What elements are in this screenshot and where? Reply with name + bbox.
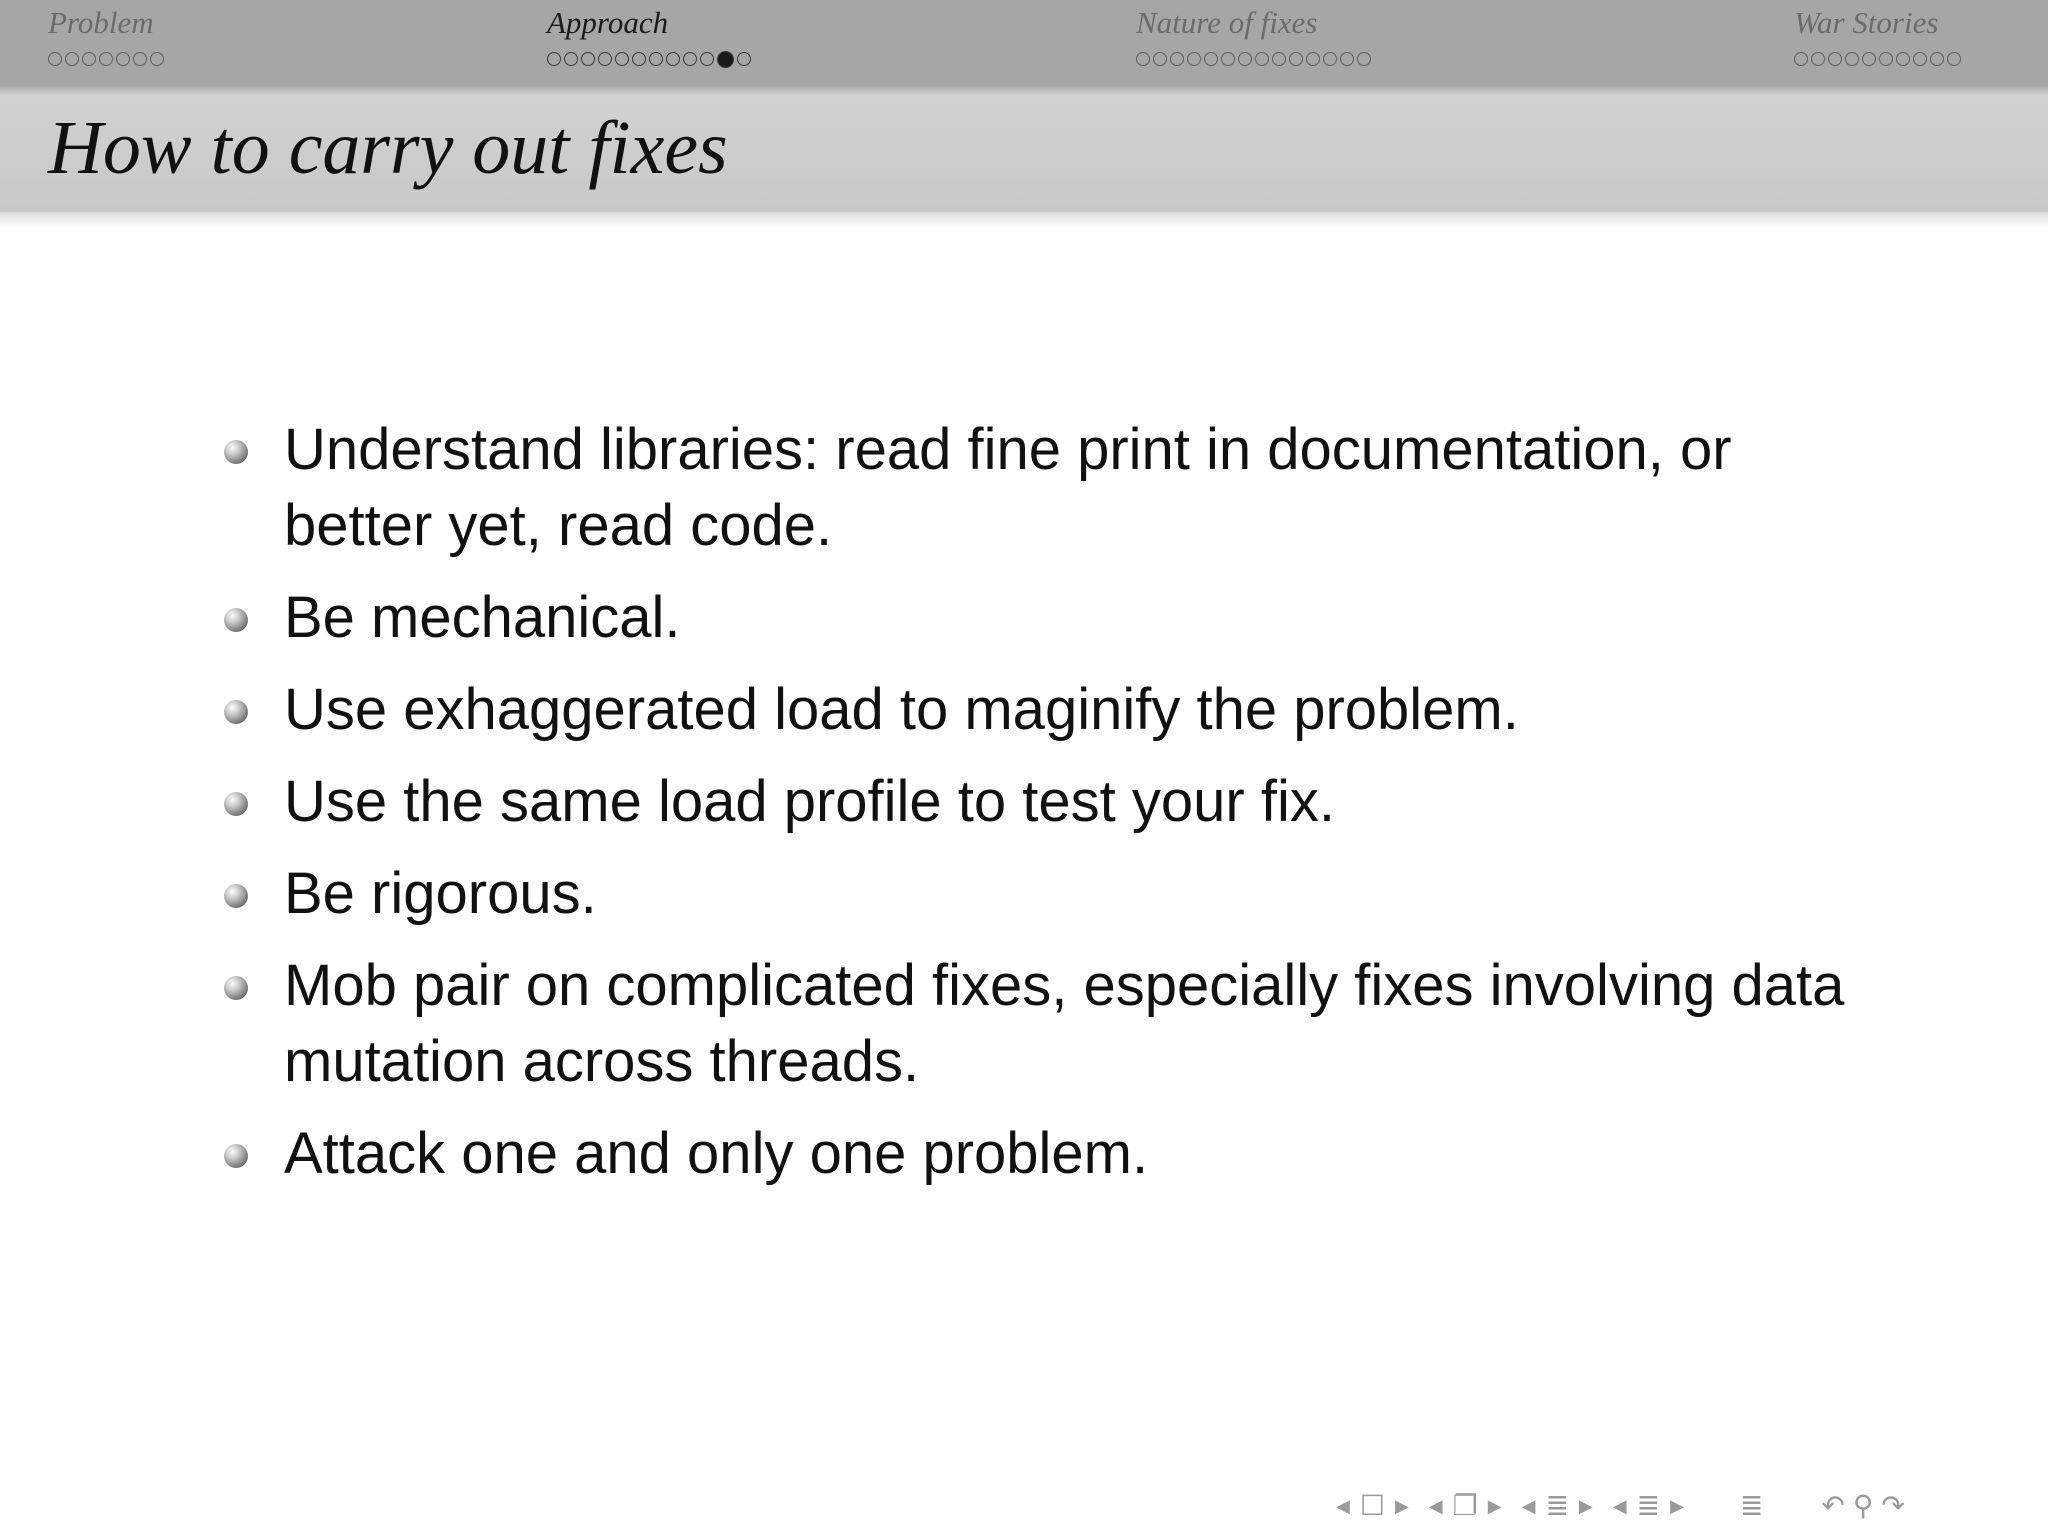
arrow-left-icon[interactable]: ◀	[1612, 1496, 1627, 1516]
slide-dot[interactable]	[581, 52, 595, 66]
slide-dot[interactable]	[1170, 52, 1184, 66]
bullet-text: Be mechanical.	[284, 585, 681, 650]
slide-dot[interactable]	[1357, 52, 1371, 66]
slide-dot[interactable]	[649, 52, 663, 66]
back-icon[interactable]: ↶	[1821, 1490, 1845, 1521]
slide-dot[interactable]	[700, 52, 714, 66]
slide-dot[interactable]	[1862, 52, 1876, 66]
arrow-right-icon[interactable]: ▶	[1578, 1496, 1593, 1516]
subsection-icon[interactable]: ❐	[1452, 1490, 1478, 1521]
slide-dot[interactable]	[1896, 52, 1910, 66]
slide-dot[interactable]	[1187, 52, 1201, 66]
slide-dot[interactable]	[1289, 52, 1303, 66]
list-item	[222, 856, 1862, 932]
slide-dot[interactable]	[1913, 52, 1927, 66]
slide-dot[interactable]	[564, 52, 578, 66]
arrow-right-icon[interactable]: ▶	[1670, 1496, 1684, 1516]
slide-dots	[547, 52, 751, 69]
slide-dot[interactable]	[1221, 52, 1235, 66]
slide-dots	[1136, 52, 1371, 69]
navigation-symbols	[1330, 1488, 1909, 1524]
list-item	[222, 948, 1862, 1100]
nav-section-label[interactable]: Problem	[48, 5, 154, 40]
list-item	[222, 764, 1862, 840]
arrow-left-icon[interactable]: ◀	[1521, 1496, 1536, 1516]
slide-dot[interactable]	[1828, 52, 1842, 66]
slide-dot[interactable]	[632, 52, 646, 66]
nav-section-nature-of-fixes[interactable]	[1136, 4, 1371, 69]
slide-dots	[48, 52, 164, 69]
slide-dot[interactable]	[1794, 52, 1808, 66]
slide-dots	[1794, 52, 1961, 69]
frame-title-bar	[0, 86, 2048, 212]
nav-section-approach[interactable]	[547, 4, 751, 69]
nav-section-war-stories[interactable]	[1794, 4, 1961, 69]
slide-dot[interactable]	[1340, 52, 1354, 66]
slide-dot[interactable]	[1153, 52, 1167, 66]
slide-dot[interactable]	[82, 52, 96, 66]
slide-dot[interactable]	[99, 52, 113, 66]
slide-dot[interactable]	[1204, 52, 1218, 66]
slide-dot[interactable]	[717, 51, 734, 68]
slide-dot[interactable]	[1930, 52, 1944, 66]
slide-title: How to carry out fixes	[48, 106, 728, 190]
nav-section-label[interactable]: Nature of fixes	[1136, 5, 1318, 40]
nav-section-label[interactable]: War Stories	[1794, 5, 1939, 40]
align-icon[interactable]: ≣	[1739, 1490, 1764, 1521]
section-navigation-bar	[0, 0, 2048, 86]
slide-dot[interactable]	[1136, 52, 1150, 66]
slide-dot[interactable]	[598, 52, 612, 66]
slide-dot[interactable]	[547, 52, 561, 66]
search-icon[interactable]: ⚲	[1852, 1490, 1874, 1521]
slide-dot[interactable]	[666, 52, 680, 66]
frame-icon[interactable]: ☐	[1359, 1490, 1385, 1521]
slide-dot[interactable]	[1238, 52, 1252, 66]
bullet-text: Use exhaggerated load to maginify the problem.	[284, 677, 1519, 742]
slide-dot[interactable]	[1845, 52, 1859, 66]
slide-dot[interactable]	[133, 52, 147, 66]
bullet-ball-icon	[224, 976, 248, 1000]
bullet-ball-icon	[224, 1144, 248, 1168]
bullet-ball-icon	[224, 440, 248, 464]
slide-dot[interactable]	[1811, 52, 1825, 66]
bullet-ball-icon	[224, 608, 248, 632]
bullet-ball-icon	[224, 792, 248, 816]
slide-dot[interactable]	[116, 52, 130, 66]
slide-dot[interactable]	[737, 52, 751, 66]
bullet-text: Mob pair on complicated fixes, especially fixes involving data mutation across threads.	[284, 953, 1845, 1094]
bullet-list	[222, 412, 1862, 1208]
slide-dot[interactable]	[1947, 52, 1961, 66]
nav-section-problem[interactable]	[48, 4, 164, 69]
slide-dot[interactable]	[1272, 52, 1286, 66]
list-item	[222, 580, 1862, 656]
slide-dot[interactable]	[615, 52, 629, 66]
list-item	[222, 1116, 1862, 1192]
slide-dot[interactable]	[1323, 52, 1337, 66]
list-item	[222, 412, 1862, 564]
slide-dot[interactable]	[48, 52, 62, 66]
slide-dot[interactable]	[65, 52, 79, 66]
slide-dot[interactable]	[1255, 52, 1269, 66]
nav-section-label[interactable]: Approach	[547, 5, 669, 40]
arrow-left-icon[interactable]: ◀	[1336, 1496, 1350, 1516]
list-item	[222, 672, 1862, 748]
bullet-text: Attack one and only one problem.	[284, 1121, 1149, 1186]
section-icon[interactable]: ≣	[1545, 1490, 1569, 1521]
bullet-ball-icon	[224, 884, 248, 908]
arrow-right-icon[interactable]: ▶	[1394, 1496, 1409, 1516]
forward-icon[interactable]: ↷	[1881, 1490, 1905, 1521]
slide-dot[interactable]	[1306, 52, 1320, 66]
slide-dot[interactable]	[683, 52, 697, 66]
bullet-text: Understand libraries: read fine print in documentation, or better yet, read code.	[284, 417, 1732, 558]
slide-dot[interactable]	[150, 52, 164, 66]
arrow-left-icon[interactable]: ◀	[1428, 1496, 1443, 1516]
slide-dot[interactable]	[1879, 52, 1893, 66]
arrow-right-icon[interactable]: ▶	[1487, 1496, 1502, 1516]
bullet-ball-icon	[224, 700, 248, 724]
bullet-text: Be rigorous.	[284, 861, 597, 926]
document-icon[interactable]: ≣	[1636, 1490, 1661, 1521]
bullet-text: Use the same load profile to test your fix.	[284, 769, 1335, 834]
